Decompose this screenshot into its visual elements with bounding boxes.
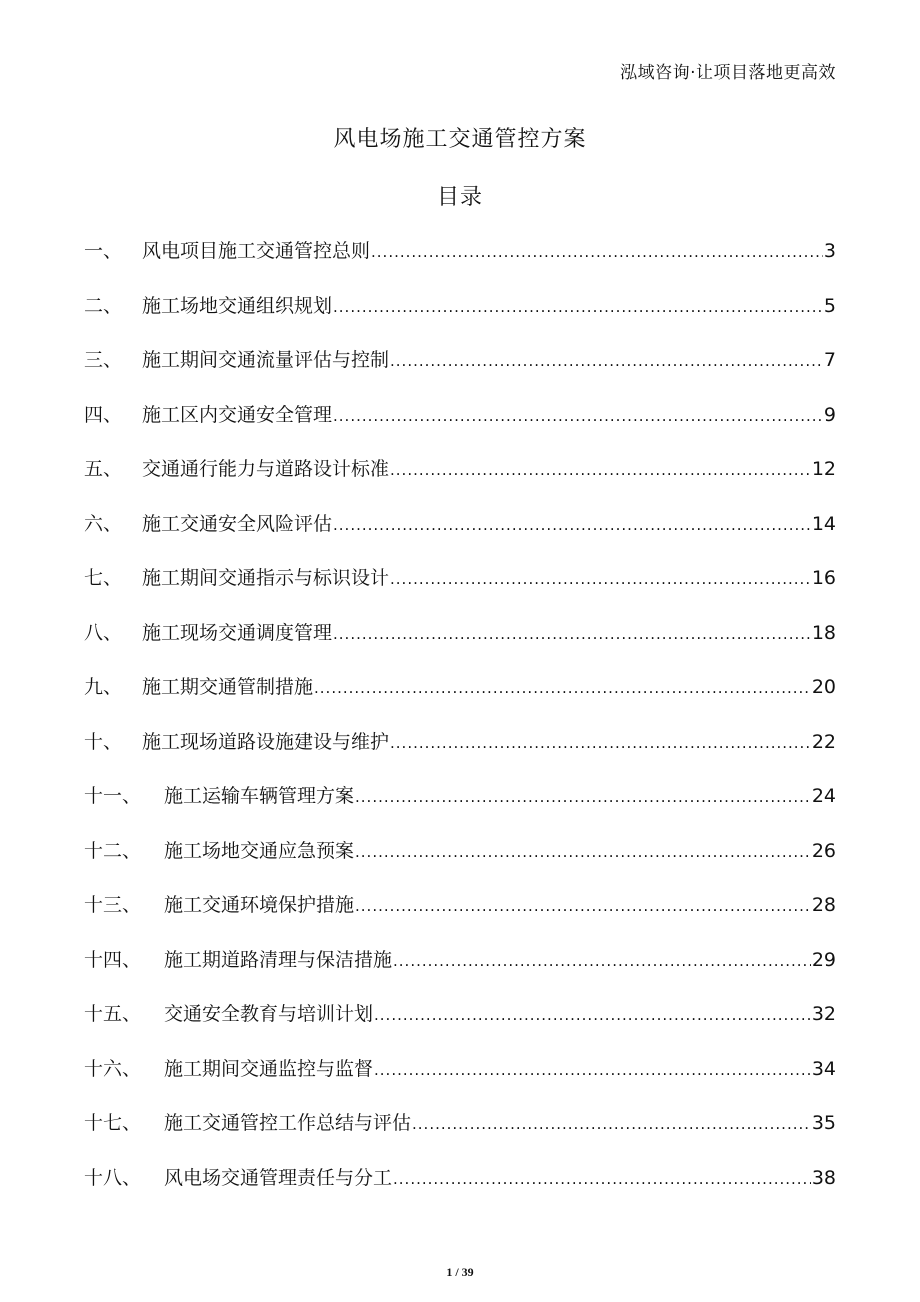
toc-dot-leader	[371, 237, 823, 267]
document-title: 风电场施工交通管控方案	[333, 127, 587, 152]
toc-entry-title: 施工交通安全风险评估	[142, 512, 333, 535]
toc-entry[interactable]	[84, 836, 836, 891]
toc-entry-page: 35	[811, 1112, 836, 1134]
toc-entry-page: 29	[811, 948, 836, 971]
toc-entry-page: 32	[811, 1003, 836, 1025]
toc-dot-leader	[355, 891, 811, 921]
toc-entry-title: 施工交通管控工作总结与评估	[164, 1112, 412, 1134]
toc-entry-page: 34	[811, 1057, 836, 1080]
toc-entry-page: 24	[811, 785, 836, 807]
toc-entry-page: 22	[811, 730, 836, 753]
toc-entry[interactable]	[84, 509, 836, 564]
toc-entry[interactable]	[84, 291, 836, 346]
toc-entry-title: 施工期间交通监控与监督	[164, 1057, 374, 1080]
toc-entry-page: 9	[823, 403, 836, 426]
toc-entry[interactable]	[84, 563, 836, 618]
toc-entry-title: 施工期间交通指示与标识设计	[142, 567, 390, 589]
toc-entry-title: 施工区内交通安全管理	[142, 403, 333, 426]
toc-entry-number: 十七、	[84, 1112, 142, 1134]
toc-dot-leader	[374, 1000, 811, 1030]
toc-dot-leader	[390, 564, 811, 594]
toc-dot-leader	[390, 346, 823, 376]
toc-dot-leader	[333, 401, 823, 431]
toc-dot-leader	[374, 1055, 811, 1085]
toc-entry-title: 交通安全教育与培训计划	[164, 1003, 374, 1025]
toc-dot-leader	[355, 782, 811, 812]
toc-entry-page: 28	[811, 894, 836, 916]
toc-entry[interactable]	[84, 945, 836, 1000]
toc-dot-leader	[314, 673, 811, 703]
toc-dot-leader	[393, 1164, 811, 1194]
toc-entry-page: 7	[823, 349, 836, 371]
toc-entry-number: 七、	[84, 567, 123, 589]
page-indicator: 1 / 39	[446, 1265, 474, 1279]
toc-entry-number: 十五、	[84, 1003, 142, 1025]
toc-entry-title: 施工场地交通组织规划	[142, 294, 333, 317]
toc-entry[interactable]	[84, 345, 836, 400]
toc-entry-page: 26	[811, 839, 836, 862]
toc-entry-number: 十六、	[84, 1057, 142, 1080]
toc-entry-number: 十三、	[84, 894, 142, 916]
toc-entry[interactable]	[84, 454, 836, 509]
toc-entry-title: 施工运输车辆管理方案	[164, 785, 355, 807]
toc-entry-title: 施工交通环境保护措施	[164, 894, 355, 916]
toc-entry-number: 十四、	[84, 948, 142, 971]
toc-entry-page: 18	[811, 621, 836, 644]
toc-entry-number: 二、	[84, 294, 123, 317]
toc-entry-number: 一、	[84, 240, 123, 262]
toc-entry-number: 五、	[84, 458, 123, 480]
toc-entry-title: 施工场地交通应急预案	[164, 839, 355, 862]
header-tagline: 泓域咨询·让项目落地更高效	[620, 63, 836, 83]
toc-dot-leader	[333, 292, 823, 322]
toc-entry[interactable]	[84, 618, 836, 673]
toc-heading: 目录	[436, 185, 483, 210]
toc-entry-number: 十、	[84, 730, 123, 753]
toc-entry[interactable]	[84, 999, 836, 1054]
toc-dot-leader	[393, 946, 811, 976]
toc-entry-page: 16	[811, 567, 836, 589]
toc-dot-leader	[333, 510, 811, 540]
toc-entry-title: 风电场交通管理责任与分工	[164, 1166, 393, 1189]
toc-entry-page: 12	[811, 458, 836, 480]
toc-dot-leader	[390, 455, 811, 485]
toc-entry-number: 十一、	[84, 785, 142, 807]
toc-entry-number: 九、	[84, 676, 123, 698]
toc-entry-title: 风电项目施工交通管控总则	[142, 240, 371, 262]
toc-dot-leader	[355, 837, 811, 867]
toc-entry[interactable]	[84, 1163, 836, 1218]
toc-entry-number: 六、	[84, 512, 123, 535]
table-of-contents	[84, 236, 836, 1217]
toc-entry-title: 施工现场交通调度管理	[142, 621, 333, 644]
toc-entry-page: 5	[823, 294, 836, 317]
toc-entry-page: 20	[811, 676, 836, 698]
toc-entry-number: 十八、	[84, 1166, 142, 1189]
toc-entry-number: 八、	[84, 621, 123, 644]
toc-entry-number: 四、	[84, 403, 123, 426]
toc-entry[interactable]	[84, 400, 836, 455]
toc-entry[interactable]	[84, 727, 836, 782]
toc-entry[interactable]	[84, 890, 836, 945]
toc-dot-leader	[390, 728, 811, 758]
toc-entry-title: 施工期间交通流量评估与控制	[142, 349, 390, 371]
toc-entry[interactable]	[84, 672, 836, 727]
toc-dot-leader	[412, 1109, 811, 1139]
toc-entry[interactable]	[84, 1054, 836, 1109]
toc-entry-title: 施工期道路清理与保洁措施	[164, 948, 393, 971]
toc-entry-page: 14	[811, 512, 836, 535]
toc-entry[interactable]	[84, 781, 836, 836]
toc-entry-number: 十二、	[84, 839, 142, 862]
toc-entry[interactable]	[84, 1108, 836, 1163]
toc-entry-title: 施工现场道路设施建设与维护	[142, 730, 390, 753]
toc-entry-page: 3	[823, 240, 836, 262]
toc-dot-leader	[333, 619, 811, 649]
toc-entry[interactable]	[84, 236, 836, 291]
toc-entry-number: 三、	[84, 349, 123, 371]
toc-entry-page: 38	[811, 1166, 836, 1189]
toc-entry-title: 交通通行能力与道路设计标准	[142, 458, 390, 480]
toc-entry-title: 施工期交通管制措施	[142, 676, 314, 698]
